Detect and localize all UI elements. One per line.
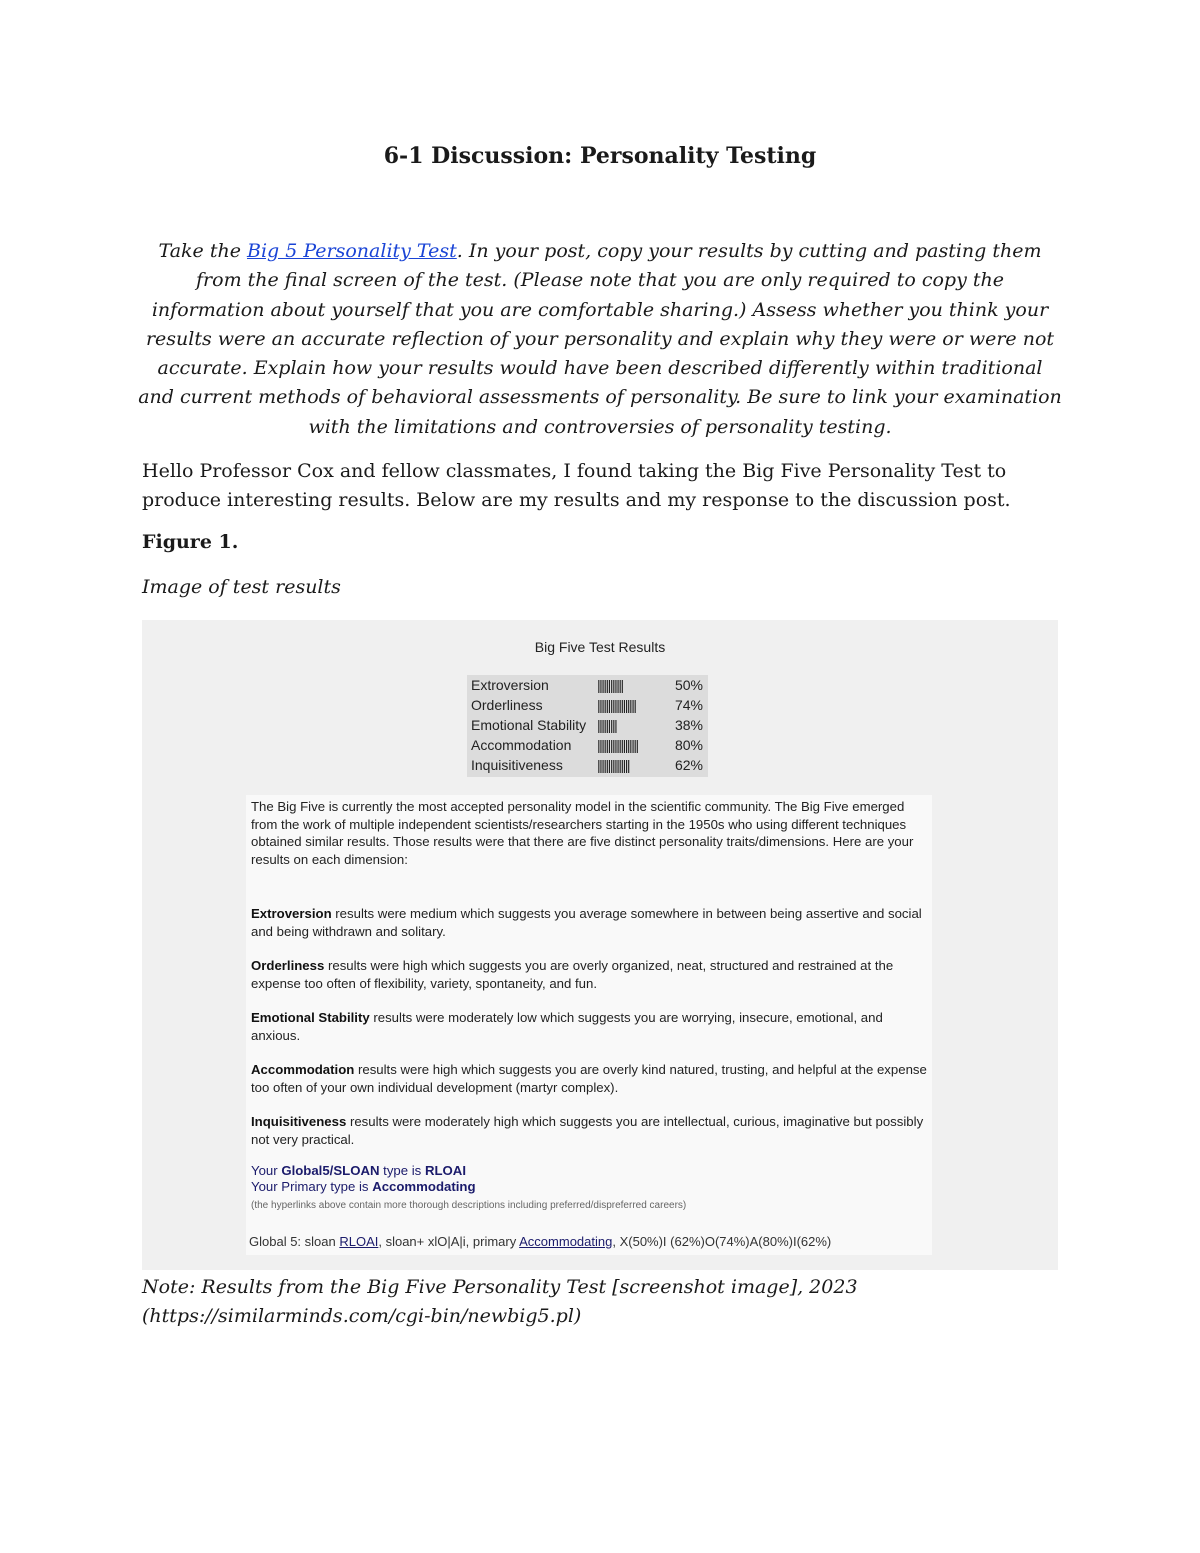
- result-name: Accommodation: [471, 737, 572, 753]
- dimension-extroversion: [251, 905, 929, 940]
- result-percent: 62%: [674, 757, 703, 773]
- dimension-text: results were moderately high which suggests you are intellectual, curious, imaginative but possibly not very practical.: [251, 1114, 924, 1147]
- dimension-text: results were moderately low which suggests you are worrying, insecure, emotional, and anxious.: [251, 1010, 883, 1043]
- result-name: Emotional Stability: [471, 717, 587, 733]
- dimension-name: Accommodation: [251, 1062, 355, 1077]
- test-results-screenshot: [142, 620, 1058, 1270]
- result-percent: 74%: [674, 697, 703, 713]
- results-table: [467, 675, 708, 777]
- dimension-name: Orderliness: [251, 958, 325, 973]
- dimension-name: Emotional Stability: [251, 1010, 370, 1025]
- figure-caption: Image of test results: [142, 576, 341, 598]
- big5-test-link[interactable]: Big 5 Personality Test: [246, 240, 457, 262]
- result-bar: ||||||||||||||||||: [597, 697, 636, 713]
- dimension-orderliness: [251, 957, 929, 992]
- dimension-text: results were high which suggests you are overly kind natured, trusting, and helpful at the expense too often of your own individual development (martyr complex).: [251, 1062, 927, 1095]
- dimension-name: Inquisitiveness: [251, 1114, 347, 1129]
- result-name: Orderliness: [471, 697, 543, 713]
- result-row-inquisitiveness: [467, 755, 708, 775]
- figure-note: Note: Results from the Big Five Personality Test [screenshot image], 2023 (https://similarminds.com/cgi-bin/newbig5.pl): [142, 1276, 858, 1327]
- result-name: Inquisitiveness: [471, 757, 563, 773]
- result-bar: |||||||||||||||||||: [597, 737, 638, 753]
- primary-type-link[interactable]: Accommodating: [519, 1234, 613, 1249]
- prompt-prefix: Take the: [158, 240, 247, 262]
- prompt-body: . In your post, copy your results by cutting and pasting them from the final screen of the test. (Please note that you are only required to copy the information about yourself that you are comfortable sharing.) Assess whether you think your results were an accurate reflection of your personality and explain why they were or were not accurate. Explain how your results would have been described differently within traditional and current methods of behavioral assessments of personality. Be sure to link your examination with the limitations and controversies of personality testing.: [138, 240, 1062, 438]
- dimension-inquisitiveness: [251, 1113, 929, 1148]
- dimension-text: results were medium which suggests you average somewhere in between being assertive and social and being withdrawn and solitary.: [251, 906, 922, 939]
- result-row-orderliness: [467, 695, 708, 715]
- summary-mid: , sloan+ xlO|A|i, primary: [378, 1234, 520, 1249]
- type-line1-prefix: Your: [251, 1163, 282, 1178]
- result-name: Extroversion: [471, 677, 549, 693]
- type-line2-prefix: Your Primary type is: [251, 1179, 373, 1194]
- dimension-text: results were high which suggests you are overly organized, neat, structured and restrained at the expense too often of flexibility, variety, spontaneity, and fun.: [251, 958, 894, 991]
- result-bar: |||||||||||||||: [597, 757, 630, 773]
- discussion-prompt: [138, 237, 1062, 442]
- summary-rest: , X(50%)I (62%)O(74%)A(80%)I(62%): [612, 1234, 832, 1249]
- results-title: Big Five Test Results: [534, 639, 666, 655]
- dimension-accommodation: [251, 1061, 929, 1096]
- primary-type-value[interactable]: Accommodating: [372, 1179, 476, 1194]
- type-note: (the hyperlinks above contain more thorough descriptions including preferred/dispreferred careers): [251, 1200, 687, 1211]
- sloan-link[interactable]: RLOAI: [339, 1234, 379, 1249]
- result-row-extroversion: [467, 675, 708, 695]
- global5-summary: [249, 1233, 831, 1251]
- result-row-emotional-stability: [467, 715, 708, 735]
- result-percent: 50%: [674, 677, 703, 693]
- result-bar: ||||||||||||: [597, 677, 623, 693]
- summary-prefix: Global 5: sloan: [249, 1234, 340, 1249]
- result-percent: 38%: [674, 717, 703, 733]
- intro-paragraph: Hello Professor Cox and fellow classmates, I found taking the Big Five Personality Test to produce interesting results. Below are my results and my response to the discussion post.: [142, 460, 1011, 511]
- result-row-accommodation: [467, 735, 708, 755]
- type-line1-bold: Global5/SLOAN: [281, 1163, 380, 1178]
- type-line1-mid: type is: [379, 1163, 425, 1178]
- sloan-type-value[interactable]: RLOAI: [424, 1163, 466, 1178]
- result-bar: |||||||||: [597, 717, 617, 733]
- type-summary: [251, 1163, 929, 1195]
- result-percent: 80%: [674, 737, 703, 753]
- dimension-emotional-stability: [251, 1009, 929, 1044]
- dimension-name: Extroversion: [251, 906, 332, 921]
- document-title: 6-1 Discussion: Personality Testing: [383, 143, 817, 169]
- results-description: [246, 795, 932, 1255]
- figure-label: Figure 1.: [142, 531, 239, 553]
- big5-intro-text: The Big Five is currently the most accepted personality model in the scientific community. The Big Five emerged from the work of multiple independent scientists/researchers starting in the 1950s who using different techniques obtained similar results. Those results were that there are five distinct personality traits/dimensions. Here are your results on each dimension:: [251, 799, 914, 867]
